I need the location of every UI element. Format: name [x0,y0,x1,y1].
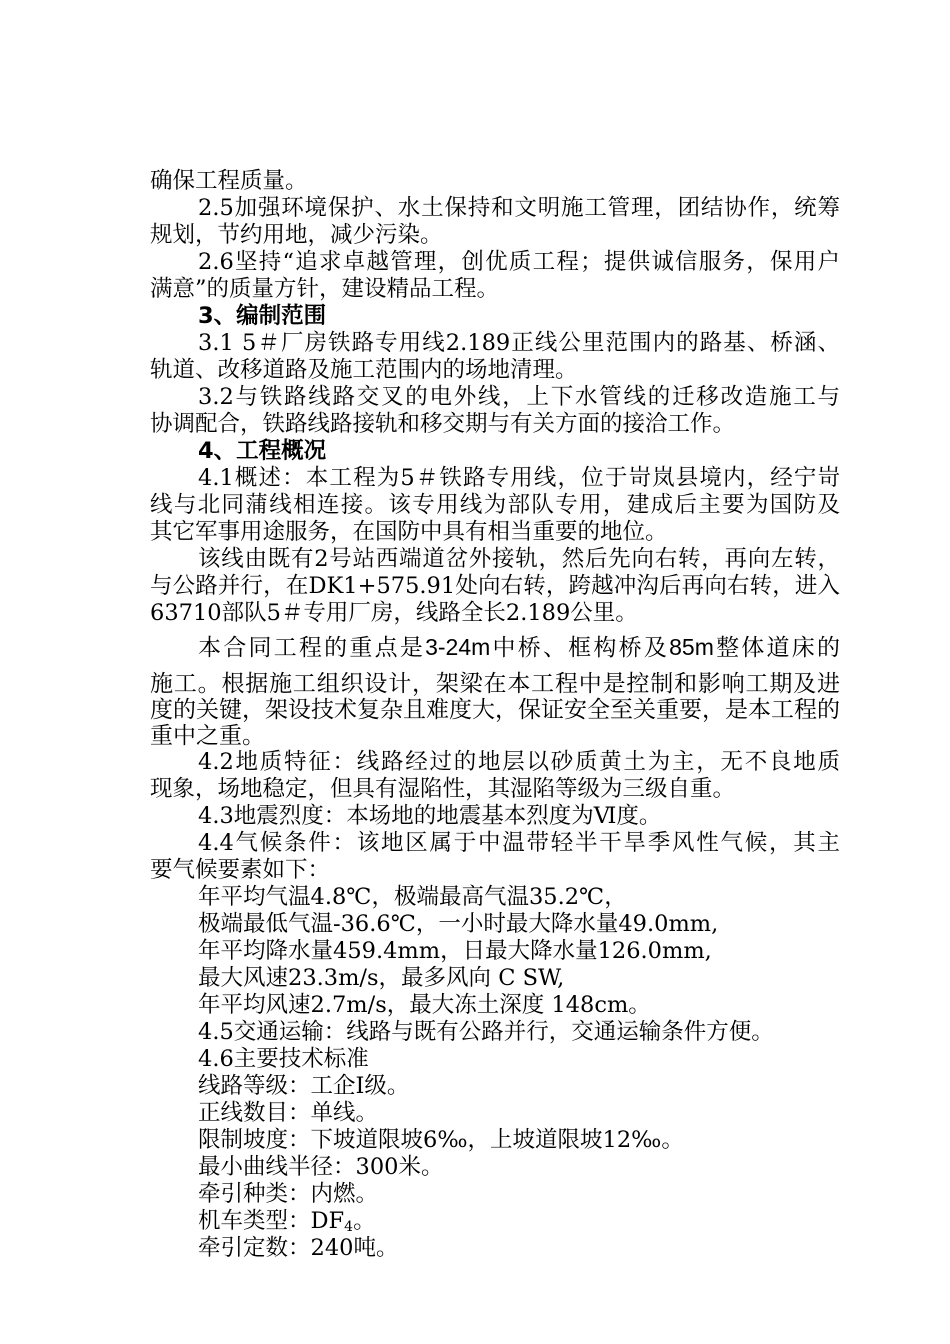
text-line: 轨道、改移道路及施工范围内的场地清理。 [150,357,578,383]
text-line: 要气候要素如下： [150,857,331,883]
text-span: 。 [353,1208,376,1234]
text-line: 4.6主要技术标准 [198,1046,369,1072]
text-line: 正线数目：单线。 [198,1100,379,1126]
text-line: 重中之重。 [150,722,265,748]
text-line: 4.2地质特征：线路经过的地层以砂质黄土为主，无不良地质 [198,749,840,775]
text-line: 规划，节约用地，减少污染。 [150,222,443,248]
text-line: 协调配合，铁路线路接轨和移交期与有关方面的接洽工作。 [150,411,736,437]
text-line: 现象，场地稳定，但具有湿陷性，其湿陷等级为三级自重。 [150,776,736,802]
text-line: 牵引定数：240吨。 [198,1235,399,1261]
text-line: 2.5加强环境保护、水土保持和文明施工管理，团结协作，统筹 [198,195,840,221]
text-line: 2.6坚持“追求卓越管理，创优质工程；提供诚信服务，保用户 [198,249,840,275]
text-line: 其它军事用途服务，在国防中具有相当重要的地位。 [150,519,668,545]
text-line: 确保工程质量。 [150,168,308,194]
section-heading: 4、工程概况 [198,438,327,464]
text-line: 施工。根据施工组织设计，架梁在本工程中是控制和影响工期及进 [150,670,840,696]
text-line: 3.1 5＃厂房铁路专用线2.189正线公里范围内的路基、桥涵、 [198,330,840,356]
text-line: 限制坡度：下坡道限坡6‰，上坡道限坡12‰。 [198,1127,684,1153]
text-line: 极端最低气温-36.6℃，一小时最大降水量49.0mm, [198,911,719,937]
text-line: 3.2与铁路线路交叉的电外线，上下水管线的迁移改造施工与 [198,384,840,410]
text-line: 4.3地震烈度：本场地的地震基本烈度为Ⅵ度。 [198,803,662,829]
text-line [198,1207,840,1235]
text-line: 本合同工程的重点是3-24m中桥、框构桥及85m整体道床的 [198,634,840,660]
text-line: 年平均气温4.8℃，极端最高气温35.2℃， [198,884,627,910]
text-line: 4.5交通运输：线路与既有公路并行，交通运输条件方便。 [198,1019,774,1045]
text-line: 年平均降水量459.4mm，日最大降水量126.0mm, [198,938,712,964]
text-line: 牵引种类：内燃。 [198,1181,379,1207]
text-line: 与公路并行，在DK1+575.91处向右转，跨越冲沟后再向右转，进入 [150,573,840,599]
text-line: 线与北同蒲线相连接。该专用线为部队专用，建成后主要为国防及 [150,492,840,518]
text-line: 最大风速23.3m/s，最多风向 C SW, [198,965,565,991]
section-heading: 3、编制范围 [198,303,327,329]
text-line: 4.4气候条件：该地区属于中温带轻半干旱季风性气候，其主 [198,830,840,856]
text-line: 度的关键，架设技术复杂且难度大，保证安全至关重要，是本工程的 [150,696,840,722]
text-line: 最小曲线半径：300米。 [198,1154,444,1180]
text-line: 该线由既有2号站西端道岔外接轨，然后先向右转，再向左转， [198,546,840,572]
subscript: 4 [344,1219,354,1235]
text-line: 63710部队5＃专用厂房，线路全长2.189公里。 [150,600,638,626]
text-line: 年平均风速2.7m/s，最大冻土深度 148cm。 [198,992,651,1018]
text-line: 4.1概述：本工程为5＃铁路专用线，位于岢岚县境内，经宁岢 [198,465,840,491]
text-line: 线路等级：工企Ⅰ级。 [198,1073,410,1099]
text-span: 机车类型：DF [198,1208,345,1234]
text-line: 满意”的质量方针，建设精品工程。 [150,276,500,302]
